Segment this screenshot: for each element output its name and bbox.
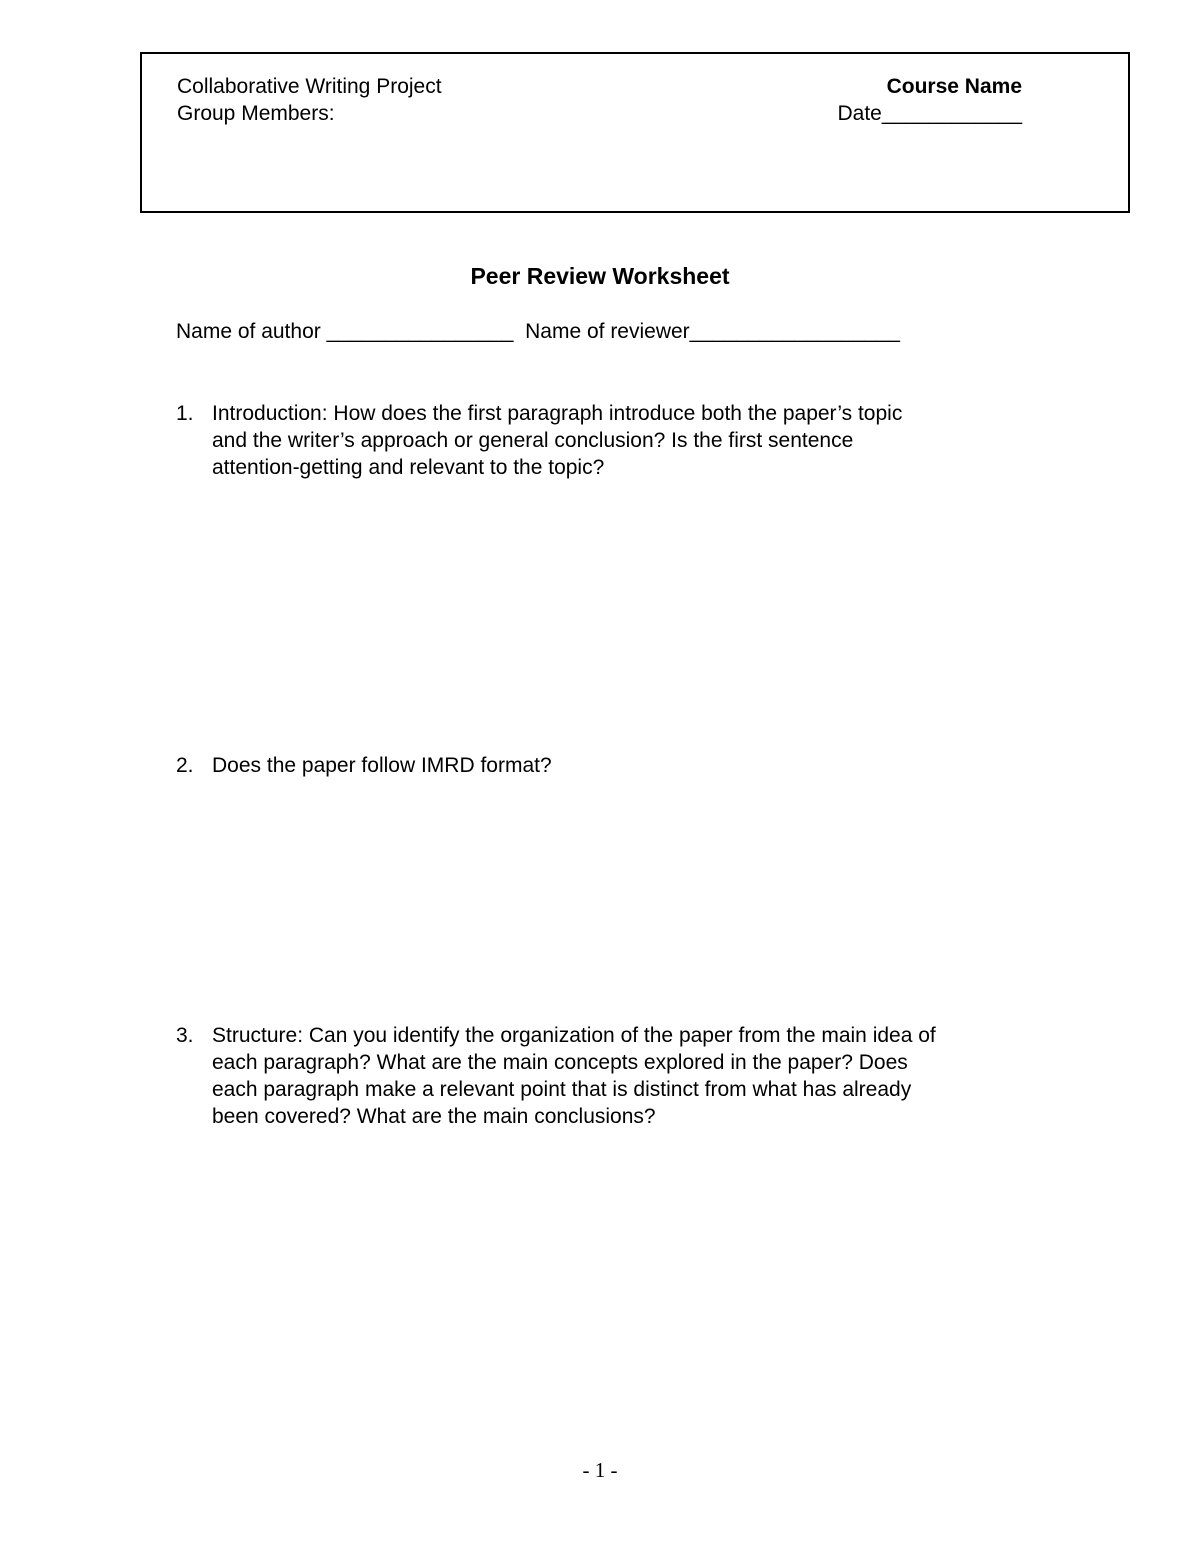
project-title: Collaborative Writing Project bbox=[177, 75, 442, 98]
question-3 bbox=[176, 1022, 1036, 1130]
question-text: Does the paper follow IMRD format? bbox=[212, 754, 552, 777]
group-members-label: Group Members: bbox=[177, 102, 335, 125]
question-1 bbox=[176, 400, 1036, 481]
question-2 bbox=[176, 752, 1036, 779]
question-number: 3. bbox=[176, 1024, 194, 1047]
question-number: 1. bbox=[176, 402, 194, 425]
page-title: Peer Review Worksheet bbox=[470, 263, 730, 289]
question-number: 2. bbox=[176, 754, 194, 777]
author-reviewer-line: Name of author ________________ Name of reviewer__________________ bbox=[176, 320, 900, 343]
course-name: Course Name bbox=[886, 75, 1022, 98]
question-text: Introduction: How does the first paragraph introduce both the paper’s topic and the writer’s approach or general conclusion? Is the first sentence attention-getting and relevant to the topic? bbox=[212, 402, 903, 479]
date-field: Date____________ bbox=[837, 102, 1022, 125]
header-box bbox=[140, 52, 1130, 213]
question-text: Structure: Can you identify the organization of the paper from the main idea of each paragraph? What are the main concepts explored in the paper? Does each paragraph make a relevant point that is distinct from what has already been covered? What are the main conclusions? bbox=[212, 1024, 936, 1128]
page-number: - 1 - bbox=[582, 1458, 618, 1482]
